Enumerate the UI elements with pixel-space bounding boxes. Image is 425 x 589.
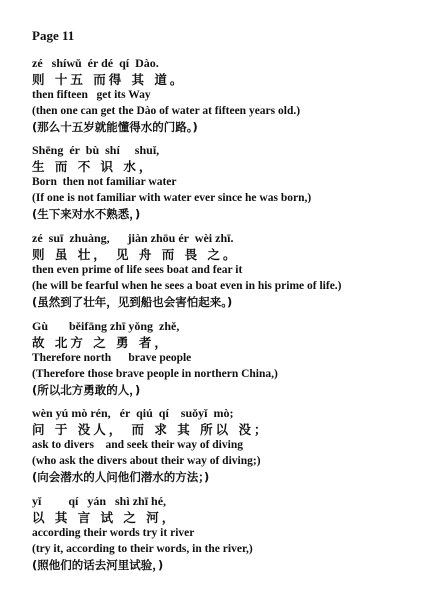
chinese-line: 则 虽 壮， 见 舟 而 畏 之。 [32, 247, 239, 262]
stanza-2 [32, 143, 417, 223]
chinese-line: 问 于 没人， 而 求 其 所以 没； [32, 422, 270, 437]
pinyin-line: yǐ qí yán shì zhī hé, [32, 494, 167, 508]
pinyin-line: zé shíwǔ ér dé qí Dào. [32, 56, 159, 70]
chinese-translation-line: (所以北方勇敢的人，) [32, 383, 141, 397]
translation-line: (try it, according to their words, in the river,) [32, 543, 253, 555]
gloss-line: then fifteen get its Way [32, 89, 151, 101]
chinese-line: 生 而 不 识 水， [32, 159, 155, 174]
chinese-translation-line: (虽然到了壮年，见到船也会害怕起来。) [32, 295, 233, 309]
chinese-line: 以 其 言 试 之 河， [32, 510, 178, 525]
page-number: Page 11 [32, 28, 75, 43]
gloss-line: then even prime of life sees boat and fear it [32, 264, 243, 276]
stanza-4 [32, 319, 417, 399]
chinese-translation-line: (生下来对水不熟悉，) [32, 207, 141, 221]
chinese-translation-line: (向会潜水的人问他们潜水的方法；) [32, 470, 210, 484]
translation-line: (If one is not familiar with water ever since he was born,) [32, 192, 312, 204]
stanza-6 [32, 494, 417, 574]
chinese-line: 则 十五 而得 其 道。 [32, 72, 186, 87]
gloss-line: Born then not familiar water [32, 176, 177, 188]
pinyin-line: Shēng ér bù shí shuǐ, [32, 143, 160, 157]
chinese-line: 故 北方 之 勇 者， [32, 335, 170, 350]
gloss-line: ask to divers and seek their way of diving [32, 439, 243, 451]
stanza-1 [32, 56, 417, 136]
gloss-line: Therefore north brave people [32, 352, 192, 364]
translation-line: (Therefore those brave people in northern China,) [32, 368, 278, 380]
chinese-translation-line: (那么十五岁就能懂得水的门路。) [32, 120, 198, 134]
pinyin-line: wèn yú mò rén, ér qiú qí suǒyǐ mò; [32, 406, 234, 420]
pinyin-line: zé suī zhuàng, jiàn zhōu ér wèi zhī. [32, 231, 234, 245]
translation-line: (he will be fearful when he sees a boat even in his prime of life.) [32, 280, 342, 292]
chinese-translation-line: (照他们的话去河里试验，) [32, 558, 164, 572]
gloss-line: according their words try it river [32, 527, 195, 539]
translation-line: (then one can get the Dào of water at fifteen years old.) [32, 105, 301, 117]
stanza-5 [32, 406, 417, 486]
translation-line: (who ask the divers about their way of diving;) [32, 455, 261, 467]
pinyin-line: Gù běifāng zhī yǒng zhě, [32, 319, 180, 333]
stanza-3 [32, 231, 417, 311]
